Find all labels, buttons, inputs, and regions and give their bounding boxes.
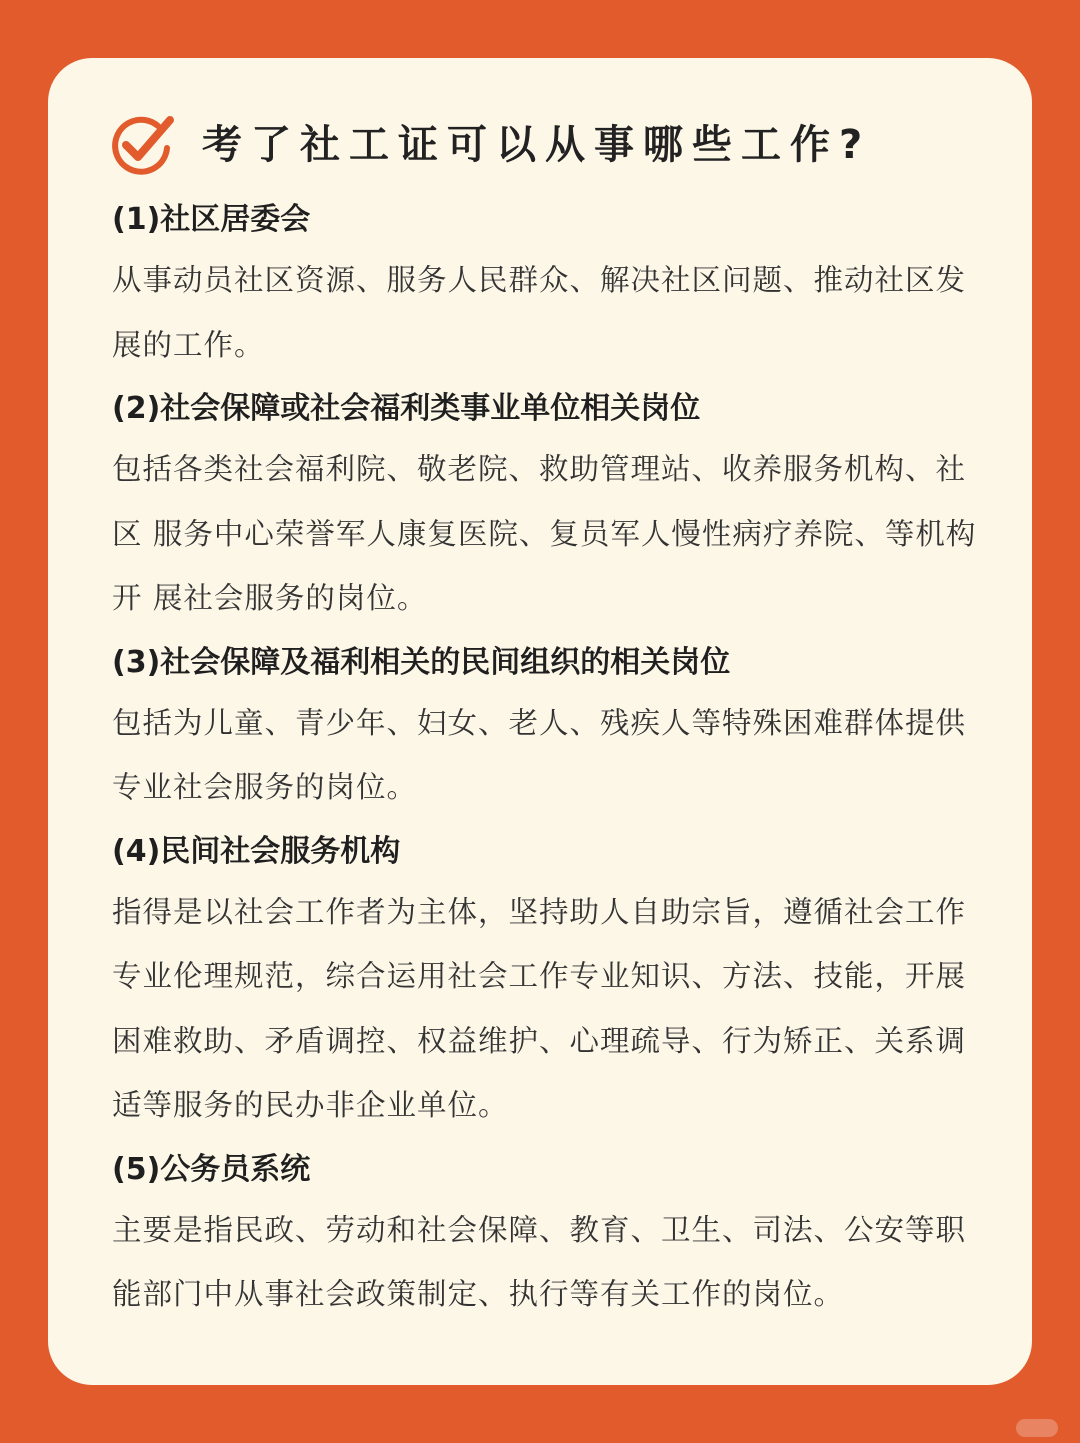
section-heading: (4)民间社会服务机构 bbox=[112, 833, 401, 869]
section-1 bbox=[112, 194, 992, 377]
page-title: 考了社工证可以从事哪些工作? bbox=[202, 122, 872, 168]
section-body: 包括各类社会福利院、敬老院、救助管理站、收养服务机构、社区 服务中心荣誉军人康复医院、复员军人慢性病疗养院、等机构开 展社会服务的岗位。 bbox=[112, 452, 977, 615]
section-heading: (2)社会保障或社会福利类事业单位相关岗位 bbox=[112, 391, 701, 426]
check-circle-icon bbox=[106, 110, 176, 180]
title-row bbox=[106, 110, 871, 180]
section-body: 主要是指民政、劳动和社会保障、教育、卫生、司法、公安等职能部门中从事社会政策制定、执行等有关工作的岗位。 bbox=[112, 1212, 967, 1311]
section-heading: (1)社区居委会 bbox=[112, 202, 311, 237]
watermark-badge bbox=[1016, 1419, 1058, 1437]
section-5 bbox=[112, 1144, 992, 1327]
section-2 bbox=[112, 383, 992, 631]
section-body: 指得是以社会工作者为主体，坚持助人自助宗旨，遵循社会工作专业伦理规范，综合运用社会工作专业知识、方法、技能，开展困难救助、矛盾调控、权益维护、心理疏导、行为矫正、关系调适等服务的民办非企业单位。 bbox=[112, 894, 967, 1122]
section-body: 包括为儿童、青少年、妇女、老人、残疾人等特殊困难群体提供专业社会服务的岗位。 bbox=[112, 705, 967, 804]
section-heading: (3)社会保障及福利相关的民间组织的相关岗位 bbox=[112, 644, 731, 680]
section-heading: (5)公务员系统 bbox=[112, 1151, 311, 1187]
sections-list bbox=[112, 194, 992, 1333]
content-card bbox=[48, 58, 1032, 1385]
section-3 bbox=[112, 637, 992, 820]
section-body: 从事动员社区资源、服务人民群众、解决社区问题、推动社区发展的工作。 bbox=[112, 263, 967, 362]
section-4 bbox=[112, 826, 992, 1138]
